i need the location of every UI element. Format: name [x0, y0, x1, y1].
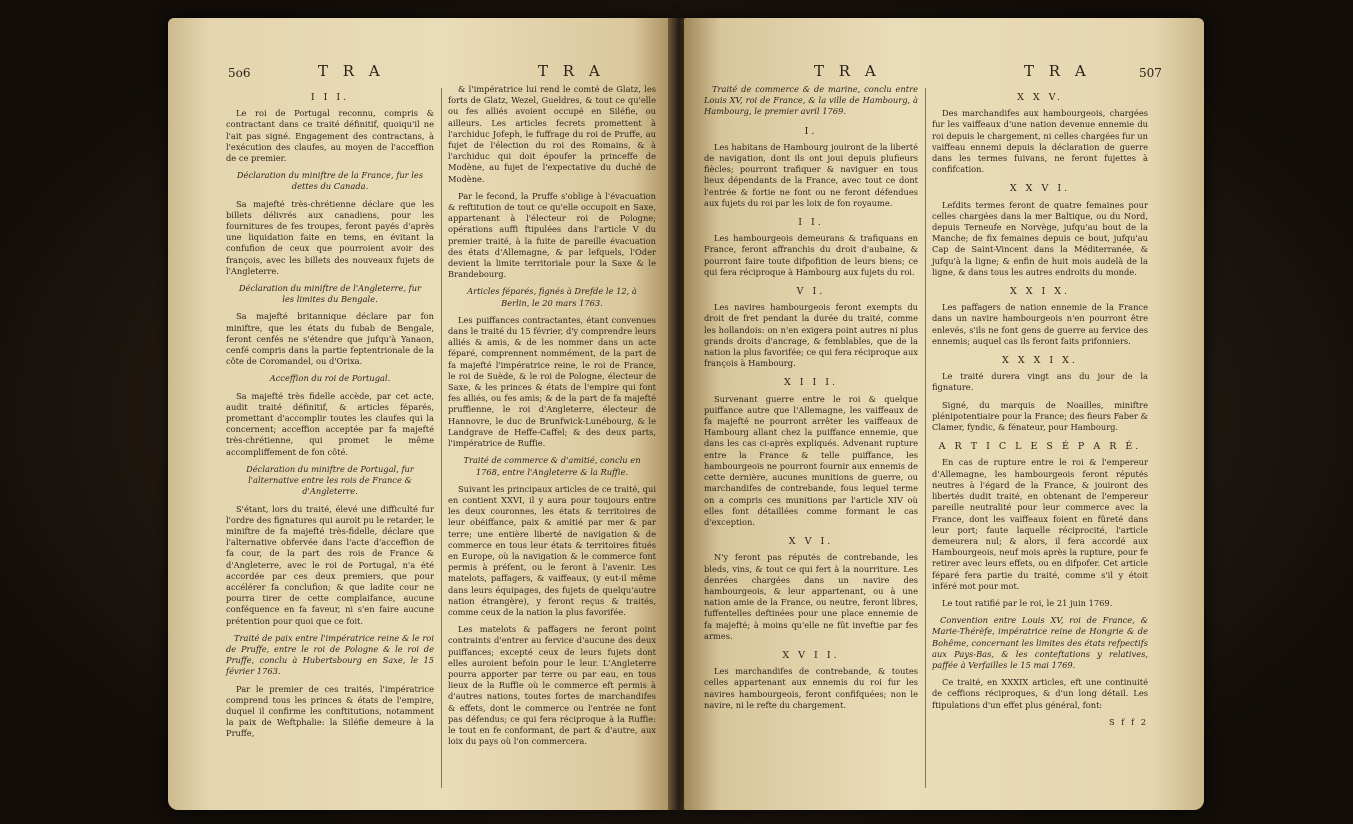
- section-heading: X V I.: [788, 536, 834, 548]
- paragraph: Les puiffances contractantes, étant convenues dans le traité du 15 février, d'y comprendre leurs alliés & amis, & de les nommer dans un acte féparé, comprennent nommément, de la part de fa majefté l'impératrice reine, le roi de France, le roi de Suède, & le roi de Pologne, électeur de Saxe, & les princes & états de l'empire qui font fes alliés, ou fes amis; & de la part de fa majefté pruffienne, le roi d'Angleterre, électeur de Hannovre, le duc de Brunfwick-Lunébourg, & le Landgrave de Heffe-Caffel; & des deux parts, l'impératrice de Ruffie.: [448, 314, 656, 449]
- italic-heading: Déclaration du miniftre de l'Angleterre, fur les limites du Bengale.: [238, 283, 422, 305]
- paragraph: Survenant guerre entre le roi & quelque puiffance autre que l'Allemagne, les vaiffeaux de fa majefté ne pourront arrêter les vaiffeaux de Hambourg allant chez la puiffance ennemie, que dans les cas ci-après expliqués. Advenant rupture entre la France & telle puiffance, les hambourgeois ne pourront fournir aux ennemis de cette dernière, aucunes munitions de guerre, ou marchandifes de contrebande, fous lequel terme on a compris ces munitions par l'article XIV où elles font détaillées comme formant le cas d'exception.: [704, 393, 918, 527]
- running-head: T R A: [1024, 62, 1091, 80]
- italic-heading: Déclaration du miniftre de la France, fur les dettes du Canada.: [236, 170, 424, 192]
- paragraph: N'y feront pas réputés de contrebande, les bleds, vins, & tout ce qui fert à la nourriture. Les denrées chargées dans un navire des hambourgeois, & leur appartenant, ou à une nation amie de la France, ou neutre, feront libres, fuffentelles deftinées pour une place ennemie de fa majefté; à moins qu'elle ne fût inveftie par fes armes.: [704, 552, 918, 641]
- paragraph: S'étant, lors du traité, élevé une difficulté fur l'ordre des fignatures qui auroit pu le retarder, le miniftre de fa majefté très-fidelle, déclare que l'alternative obfervée dans l'acte d'acceffion de fa cour, de la part des rois de France & d'Angleterre, avec le roi de Portugal, n'a été accordée par ces deux premiers, que pour accélérer fa conclufion; & que ladite cour ne pourra tirer de cette complaifance, aucune conféquence en fa faveur, ni s'en faire aucune prétention pour quoi que ce foit.: [226, 503, 434, 626]
- section-heading: X X I X.: [1009, 286, 1071, 298]
- paragraph: Les matelots & paffagers ne feront point contraints d'entrer au fervice d'aucune des deux puiffances; excepté ceux de leurs fujets dont elles auroient befoin pour le leur. L'Angleterre pourra apporter par terre ou par eau, en tous lieux de la Ruffie où le commerce eft permis à d'autres nations, toutes fortes de marchandifes & effets, dont le commerce ou l'entrée ne font pas défendus; ce qui fera réciproque à la Ruffie: le tout en fe conformant, de part & d'autre, aux loix du pays où l'on commercera.: [448, 624, 656, 747]
- page-number: 5o6: [228, 66, 251, 80]
- section-heading: V I.: [796, 286, 826, 298]
- page-number: 507: [1139, 66, 1162, 80]
- section-heading: I.: [804, 125, 818, 137]
- paragraph: Sa majefté très-chrétienne déclare que les billets délivrés aux canadiens, pour les fournitures de fes troupes, feront payés d'après une liquidation faite en tems, en évitant la confufion de ceux que pourroient avoir des françois, avec les billets des nouveaux fujets de l'Angleterre.: [226, 198, 434, 276]
- text-column: [448, 84, 656, 753]
- paragraph: Les marchandifes de contrebande, & toutes celles appartenant aux ennemis du roi fur les navires hambourgeois, feront confifquées; non le navire, ni le refte du chargement.: [704, 666, 918, 710]
- column-rule: [441, 88, 442, 788]
- text-column: [932, 84, 1148, 728]
- paragraph: Sa majefté britannique déclare par fon miniftre, que les états du fubab de Bengale, feront cenfés ne s'étendre que jufqu'à Yanaon, cenfé compris dans la partie feptentrionale de la côte de Coromandel, ou d'Orixa.: [226, 311, 434, 367]
- paragraph: Par le premier de ces traités, l'impératrice comprend tous les princes & états de l'empire, duquel il confirme les conftitutions, notamment la paix de Weftphalie: la Siléfie demeure à la Pruffe,: [226, 683, 434, 739]
- section-heading: X X V I.: [1009, 183, 1071, 195]
- text-column: [704, 84, 918, 717]
- paragraph: En cas de rupture entre le roi & l'empereur d'Allemagne, les hambourgeois feront réputés neutres à l'égard de la France, & jouiront des libertés dudit traité, en obtenant de l'empereur pareille neutralité pour leur commerce avec la France, dont les vaiffeaux foient en fûreté dans leur port; faute laquelle réciprocité, l'article demeurera nul; & alors, il fera accordé aux Hambourgeois, neuf mois après la rupture, pour fe retirer avec leurs effets, ou en difpofer. Cet article féparé fera partie du traité, comme s'il y étoit inféré mot pour mot.: [932, 457, 1148, 591]
- paragraph: Ce traité, en XXXIX articles, eft une continuité de ceffions réciproques, & d'un long détail. Les ftipulations d'un effet plus général, font:: [932, 677, 1148, 710]
- running-head: T R A: [814, 62, 881, 80]
- italic-heading: Déclaration du miniftre de Portugal, fur l'alternative entre les rois de France & d'Angleterre.: [246, 463, 414, 497]
- paragraph: Le traité durera vingt ans du jour de la fignature.: [932, 371, 1148, 393]
- running-head: T R A: [318, 62, 385, 80]
- section-heading: X V I I.: [782, 649, 840, 661]
- section-heading: X I I I.: [783, 377, 839, 389]
- italic-heading: Traité de commerce & d'amitié, conclu en 1768, entre l'Angleterre & la Ruffie.: [463, 455, 641, 477]
- paragraph: Les habitans de Hambourg jouiront de la liberté de navigation, dont ils ont joui depuis plufieurs fiècles; pourront trafiquer & naviguer en tous lieux dépendants de la France, avec tout ce dont l'entrée & fortie ne font ou ne feront défendues aux fujets du roi par les loix de fon royaume.: [704, 141, 918, 208]
- section-heading: I I I.: [310, 92, 350, 103]
- text-column: [226, 84, 434, 746]
- paragraph: Les paffagers de nation ennemie de la France dans un navire hambourgeois n'en pourront être enlevés, s'ils ne font gens de guerre au fervice des ennemis; auquel cas ils feront faits prifonniers.: [932, 302, 1148, 346]
- right-page: [684, 18, 1204, 810]
- paragraph: & l'impératrice lui rend le comté de Glatz, les forts de Glatz, Wezel, Gueldres, & tout ce qu'elle ou fes alliés avoient occupé en Siléfie, ou ailleurs. Les articles fecrets promettent à l'archiduc Jofeph, le fuffrage du roi de Pruffe, au fujet de l'élection du roi des Romains, & à l'archiduc qui doit époufer la princeffe de Modène, au fujet de l'expectative du duché de Modène.: [448, 84, 656, 184]
- paragraph: Des marchandifes aux hambourgeois, chargées fur les vaiffeaux d'une nation devenue ennemie du roi depuis le chargement, ni celles chargées fur un vaiffeau ennemi depuis la déclaration de guerre dans les termes fuivans, ne feront fujettes à confifcation.: [932, 108, 1148, 175]
- paragraph: Les hambourgeois demeurans & trafiquans en France, feront affranchis du droit d'aubaine, & pourront faire toute difpofition de leurs biens; ce qui fera réciproque à Hambourg aux fujets du roi.: [704, 233, 918, 277]
- section-heading: A R T I C L E S É P A R É.: [938, 441, 1142, 453]
- paragraph: Lefdits termes feront de quatre femaines pour celles chargées dans la mer Baltique, ou du Nord, depuis Terneufe en Norvège, jufqu'au bout de la Manche; de fix femaines depuis ce bout, jufqu'au Cap de Saint-Vincent dans la Méditerranée, & jufqu'à la ligne; & enfin de huit mois audelà de la ligne, & dans tous les autres endroits du monde.: [932, 199, 1148, 277]
- signature-mark: S f f 2: [1108, 716, 1148, 727]
- paragraph: Le tout ratifié par le roi, le 21 juin 1769.: [942, 597, 1113, 608]
- running-head: T R A: [538, 62, 605, 80]
- italic-heading: Articles féparés, fignés à Drefde le 12, à Berlin, le 20 mars 1763.: [467, 286, 637, 308]
- paragraph: Sa majefté très fidelle accède, par cet acte, audit traité définitif, & articles féparés, promettant d'accomplir toutes les claufes qui la concernent; acceffion acceptée par fa majefté très-chrétienne, qui promet le même accompliffement de fon côté.: [226, 390, 434, 457]
- italic-title: Convention entre Louis XV, roi de France, & Marie-Thérèfe, impératrice reine de Hongrie & de Bohême, concernant les limites des états refpectifs aux Pays-Bas, & les conteftations y relatives, paffée à Verfailles le 15 mai 1769.: [932, 615, 1148, 670]
- paragraph: Les navires hambourgeois feront exempts du droit de fret pendant la durée du traité, comme les hollandois: on n'en exigera point autres ni plus grands droits d'ancrage, & femblables, que de la nation la plus favorifée; ce qui fera réciproque aux françois à Hambourg.: [704, 302, 918, 369]
- italic-title: Traité de paix entre l'impératrice reine & le roi de Pruffe, entre le roi de Pologne & le roi de Pruffe, conclu à Hubertsbourg en Saxe, le 15 février 1763.: [226, 632, 434, 677]
- paragraph: Signé, du marquis de Noailles, miniftre plénipotentiaire pour la France; des fieurs Faber & Clamer, fyndic, & fénateur, pour Hambourg.: [932, 399, 1148, 433]
- italic-heading: Acceffion du roi de Portugal.: [269, 373, 391, 384]
- left-page: [168, 18, 672, 810]
- paragraph: Le roi de Portugal reconnu, compris & contractant dans ce traité définitif, quoiqu'il ne l'ait pas signé. Engagement des contractans, à l'exécution des claufes, au moyen de l'acceffion de ce premier.: [226, 108, 434, 164]
- italic-title: Traité de commerce & de marine, conclu entre Louis XV, roi de France, & la ville de Hambourg, à Hambourg, le premier avril 1769.: [704, 84, 918, 117]
- paragraph: Suivant les principaux articles de ce traité, qui en contient XXVI, il y aura pour toujours entre les deux couronnes, les états & territoires de leur obéiffance, paix & amitié par mer & par terre; une entière liberté de navigation & de commerce en tous leur états & territoires fitués en Europe, où la navigation & le commerce font permis à préfent, ou le feront à l'avenir. Les matelots, paffagers, & vaiffeaux, (y eut-il même dans leurs équipages, des fujets de quelqu'autre nation étrangère), y feront reçus & traités, comme ceux de la nation la plus favorifée.: [448, 483, 656, 617]
- paragraph: Par le fecond, la Pruffe s'oblige à l'évacuation & reftitution de tout ce qu'elle occupoit en Saxe, appartenant à l'électeur roi de Pologne; opérations auffi ftipulées dans l'article V du premier traité, à la fuite de pareille évacuation des états d'Allemagne, & par lefquels, l'Oder devient la limite territoriale pour la Saxe & le Brandebourg.: [448, 190, 656, 280]
- section-heading: X X X I X.: [1002, 355, 1078, 367]
- section-heading: I I.: [798, 217, 824, 229]
- column-rule: [925, 88, 926, 788]
- section-heading: X X V.: [1017, 92, 1063, 103]
